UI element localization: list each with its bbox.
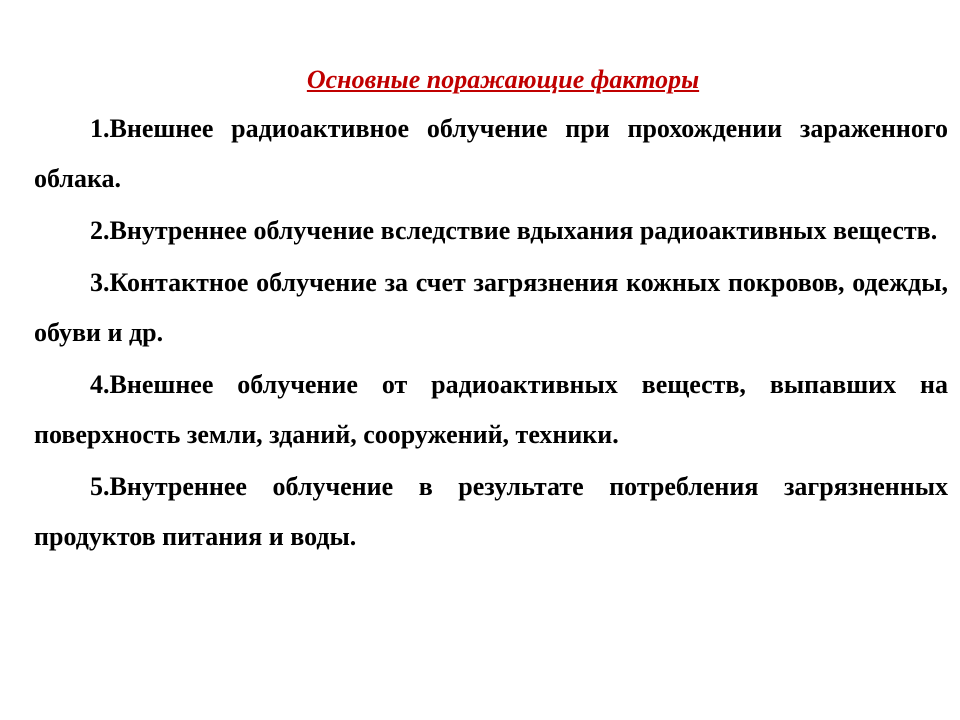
factor-item-5: 5.Внутреннее облучение в результате потребления загрязненных продуктов питания и воды. [34,472,948,551]
factor-item-1: 1.Внешнее радиоактивное облучение при прохождении зараженного облака. [34,114,948,193]
factor-list [34,104,948,562]
factor-item-4: 4.Внешнее облучение от радиоактивных веществ, выпавших на поверхность земли, зданий, сооружений, техники. [34,370,948,449]
factor-item-3: 3.Контактное облучение за счет загрязнения кожных покровов, одежды, обуви и др. [34,268,948,347]
slide-title: Основные поражающие факторы [306,65,700,94]
factor-item-2: 2.Внутреннее облучение вследствие вдыхания радиоактивных веществ. [90,216,938,245]
